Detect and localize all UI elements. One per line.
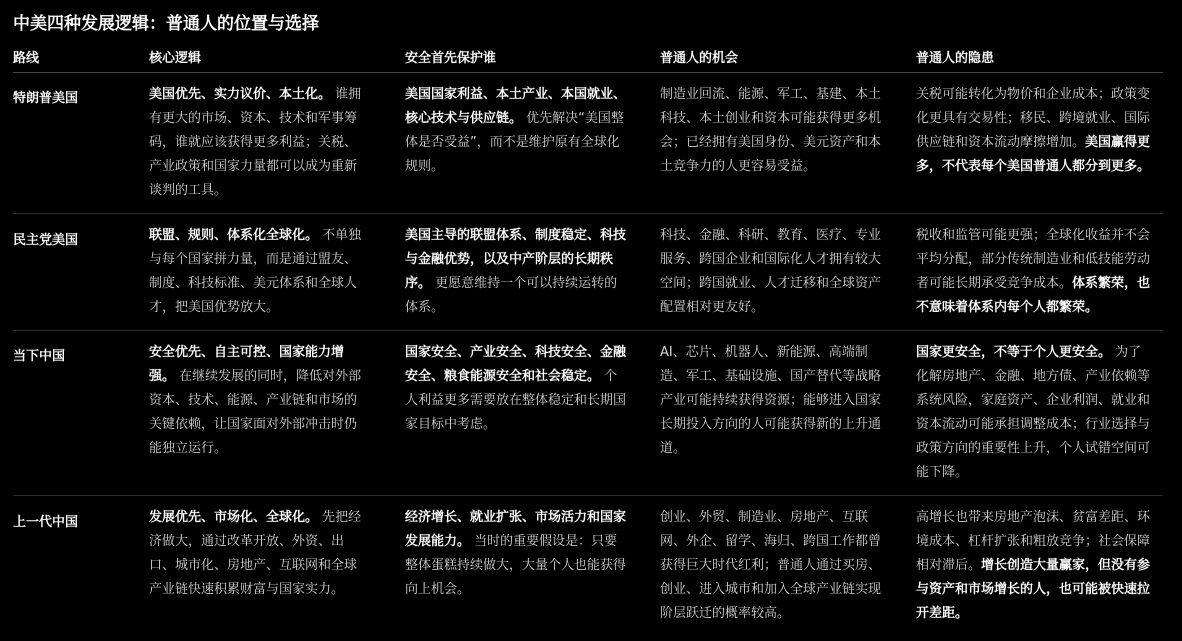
logic-bold: 美国优先、实力议价、本土化。 (149, 87, 332, 102)
route-label: 民主党美国 (13, 233, 79, 248)
risk-cell (916, 341, 1152, 485)
protect-bold: 美国主导的联盟体系、制度稳定、科技与金融优势，以及中产阶层的长期秩序。 (405, 228, 627, 291)
risk-text: 高增长也带来房地产泡沫、贫富差距、环境成本、杠杆扩张和粗放竞争；社会保障相对滞后。 (916, 510, 1151, 573)
chance-cell (660, 341, 882, 461)
logic-bold: 联盟、规则、体系化全球化。 (149, 228, 319, 243)
protect-text: 更愿意维持一个可以持续运转的体系。 (405, 276, 618, 315)
route-label: 上一代中国 (13, 515, 79, 530)
protect-cell (405, 224, 627, 320)
route-label: 当下中国 (13, 349, 66, 364)
risk-bold: 体系繁荣，也不意味着体系内每个人都繁荣。 (916, 276, 1151, 315)
chance-text: 制造业回流、能源、军工、基建、本土科技、本土创业和资本可能获得更多机会；已经拥有美国身份、美元资产和本土竞争力的人更容易受益。 (660, 87, 882, 174)
risk-text: 为了化解房地产、金融、地方债、产业依赖等系统风险，家庭资产、企业利润、就业和资本流动可能承担调整成本；行业选择与政策方向的重要性上升，个人试错空间可能下降。 (916, 345, 1151, 480)
page-title: 中美四种发展逻辑：普通人的位置与选择 (13, 14, 319, 34)
header-chance: 普通人的机会 (660, 51, 739, 66)
header-route: 路线 (13, 51, 40, 66)
logic-text: 谁拥有更大的市场、资本、技术和军事筹码，谁就应该获得更多利益；关税、产业政策和国家力量都可以成为重新谈判的工具。 (149, 87, 362, 198)
risk-bold: 增长创造大量赢家，但没有参与资产和市场增长的人，也可能被快速拉开差距。 (916, 558, 1151, 621)
header-risk: 普通人的隐患 (916, 51, 995, 66)
row-divider (13, 330, 1163, 331)
logic-cell (149, 224, 369, 320)
risk-head-bold: 国家更安全，不等于个人更安全。 (916, 345, 1112, 360)
header-protect: 安全首先保护谁 (405, 51, 497, 66)
risk-cell (916, 83, 1152, 179)
logic-text: 先把经济做大，通过改革开放、外资、出口、城市化、房地产、互联网和全球产业链快速积累财富与国家实力。 (149, 510, 362, 597)
chance-cell (660, 83, 882, 179)
logic-cell (149, 83, 369, 203)
protect-bold: 国家安全、产业安全、科技安全、金融安全、粮食能源安全和社会稳定。 (405, 345, 627, 384)
protect-text: 优先解决“美国整体是否受益”，而不是维护原有全球化规则。 (405, 111, 624, 174)
logic-text: 不单独与每个国家拼力量，而是通过盟友、制度、科技标准、美元体系和全球人才，把美国优势放大。 (149, 228, 362, 315)
risk-text: 税收和监管可能更强；全球化收益并不会平均分配，部分传统制造业和低技能劳动者可能长期承受竞争成本。 (916, 228, 1151, 291)
row-divider (13, 213, 1163, 214)
risk-cell (916, 224, 1152, 320)
route-label: 特朗普美国 (13, 91, 79, 106)
protect-text: 当时的重要假设是：只要整体蛋糕持续做大，大量个人也能获得向上机会。 (405, 534, 627, 597)
risk-bold: 美国赢得更多，不代表每个美国普通人都分到更多。 (916, 135, 1151, 174)
header-divider (13, 72, 1163, 73)
logic-cell (149, 341, 369, 461)
chance-cell (660, 224, 882, 320)
risk-cell (916, 506, 1152, 641)
logic-cell (149, 506, 369, 641)
protect-bold: 经济增长、就业扩张、市场活力和国家发展能力。 (405, 510, 627, 549)
chance-text: AI、芯片、机器人、新能源、高端制造、军工、基础设施、国产替代等战略产业可能持续获得资源；能够进入国家长期投入方向的人可能获得新的上升通道。 (660, 345, 882, 456)
protect-text: 个人利益更多需要放在整体稳定和长期国家目标中考虑。 (405, 369, 627, 432)
chance-text: 创业、外贸、制造业、房地产、互联网、外企、留学、海归、跨国工作都曾获得巨大时代红利；普通人通过买房、创业、进入城市和加入全球产业链实现阶层跃迁的概率较高。 (660, 510, 882, 621)
chance-cell (660, 506, 882, 641)
protect-cell (405, 341, 627, 437)
protect-cell (405, 506, 627, 641)
risk-text: 关税可能转化为物价和企业成本；政策变化更具有交易性；移民、跨境就业、国际供应链和资本流动摩擦增加。 (916, 87, 1151, 150)
logic-text: 在继续发展的同时，降低对外部资本、技术、能源、产业链和市场的关键依赖，让国家面对外部冲击时仍能独立运行。 (149, 369, 362, 456)
chance-text: 科技、金融、科研、教育、医疗、专业服务、跨国企业和国际化人才拥有较大空间；跨国就业、人才迁移和全球资产配置相对更友好。 (660, 228, 882, 315)
header-logic: 核心逻辑 (149, 51, 202, 66)
protect-bold: 美国国家利益、本土产业、本国就业、核心技术与供应链。 (405, 87, 627, 126)
logic-bold: 安全优先、自主可控、国家能力增强。 (149, 345, 345, 384)
row-divider (13, 495, 1163, 496)
protect-cell (405, 83, 627, 179)
logic-bold: 发展优先、市场化、全球化。 (149, 510, 319, 525)
